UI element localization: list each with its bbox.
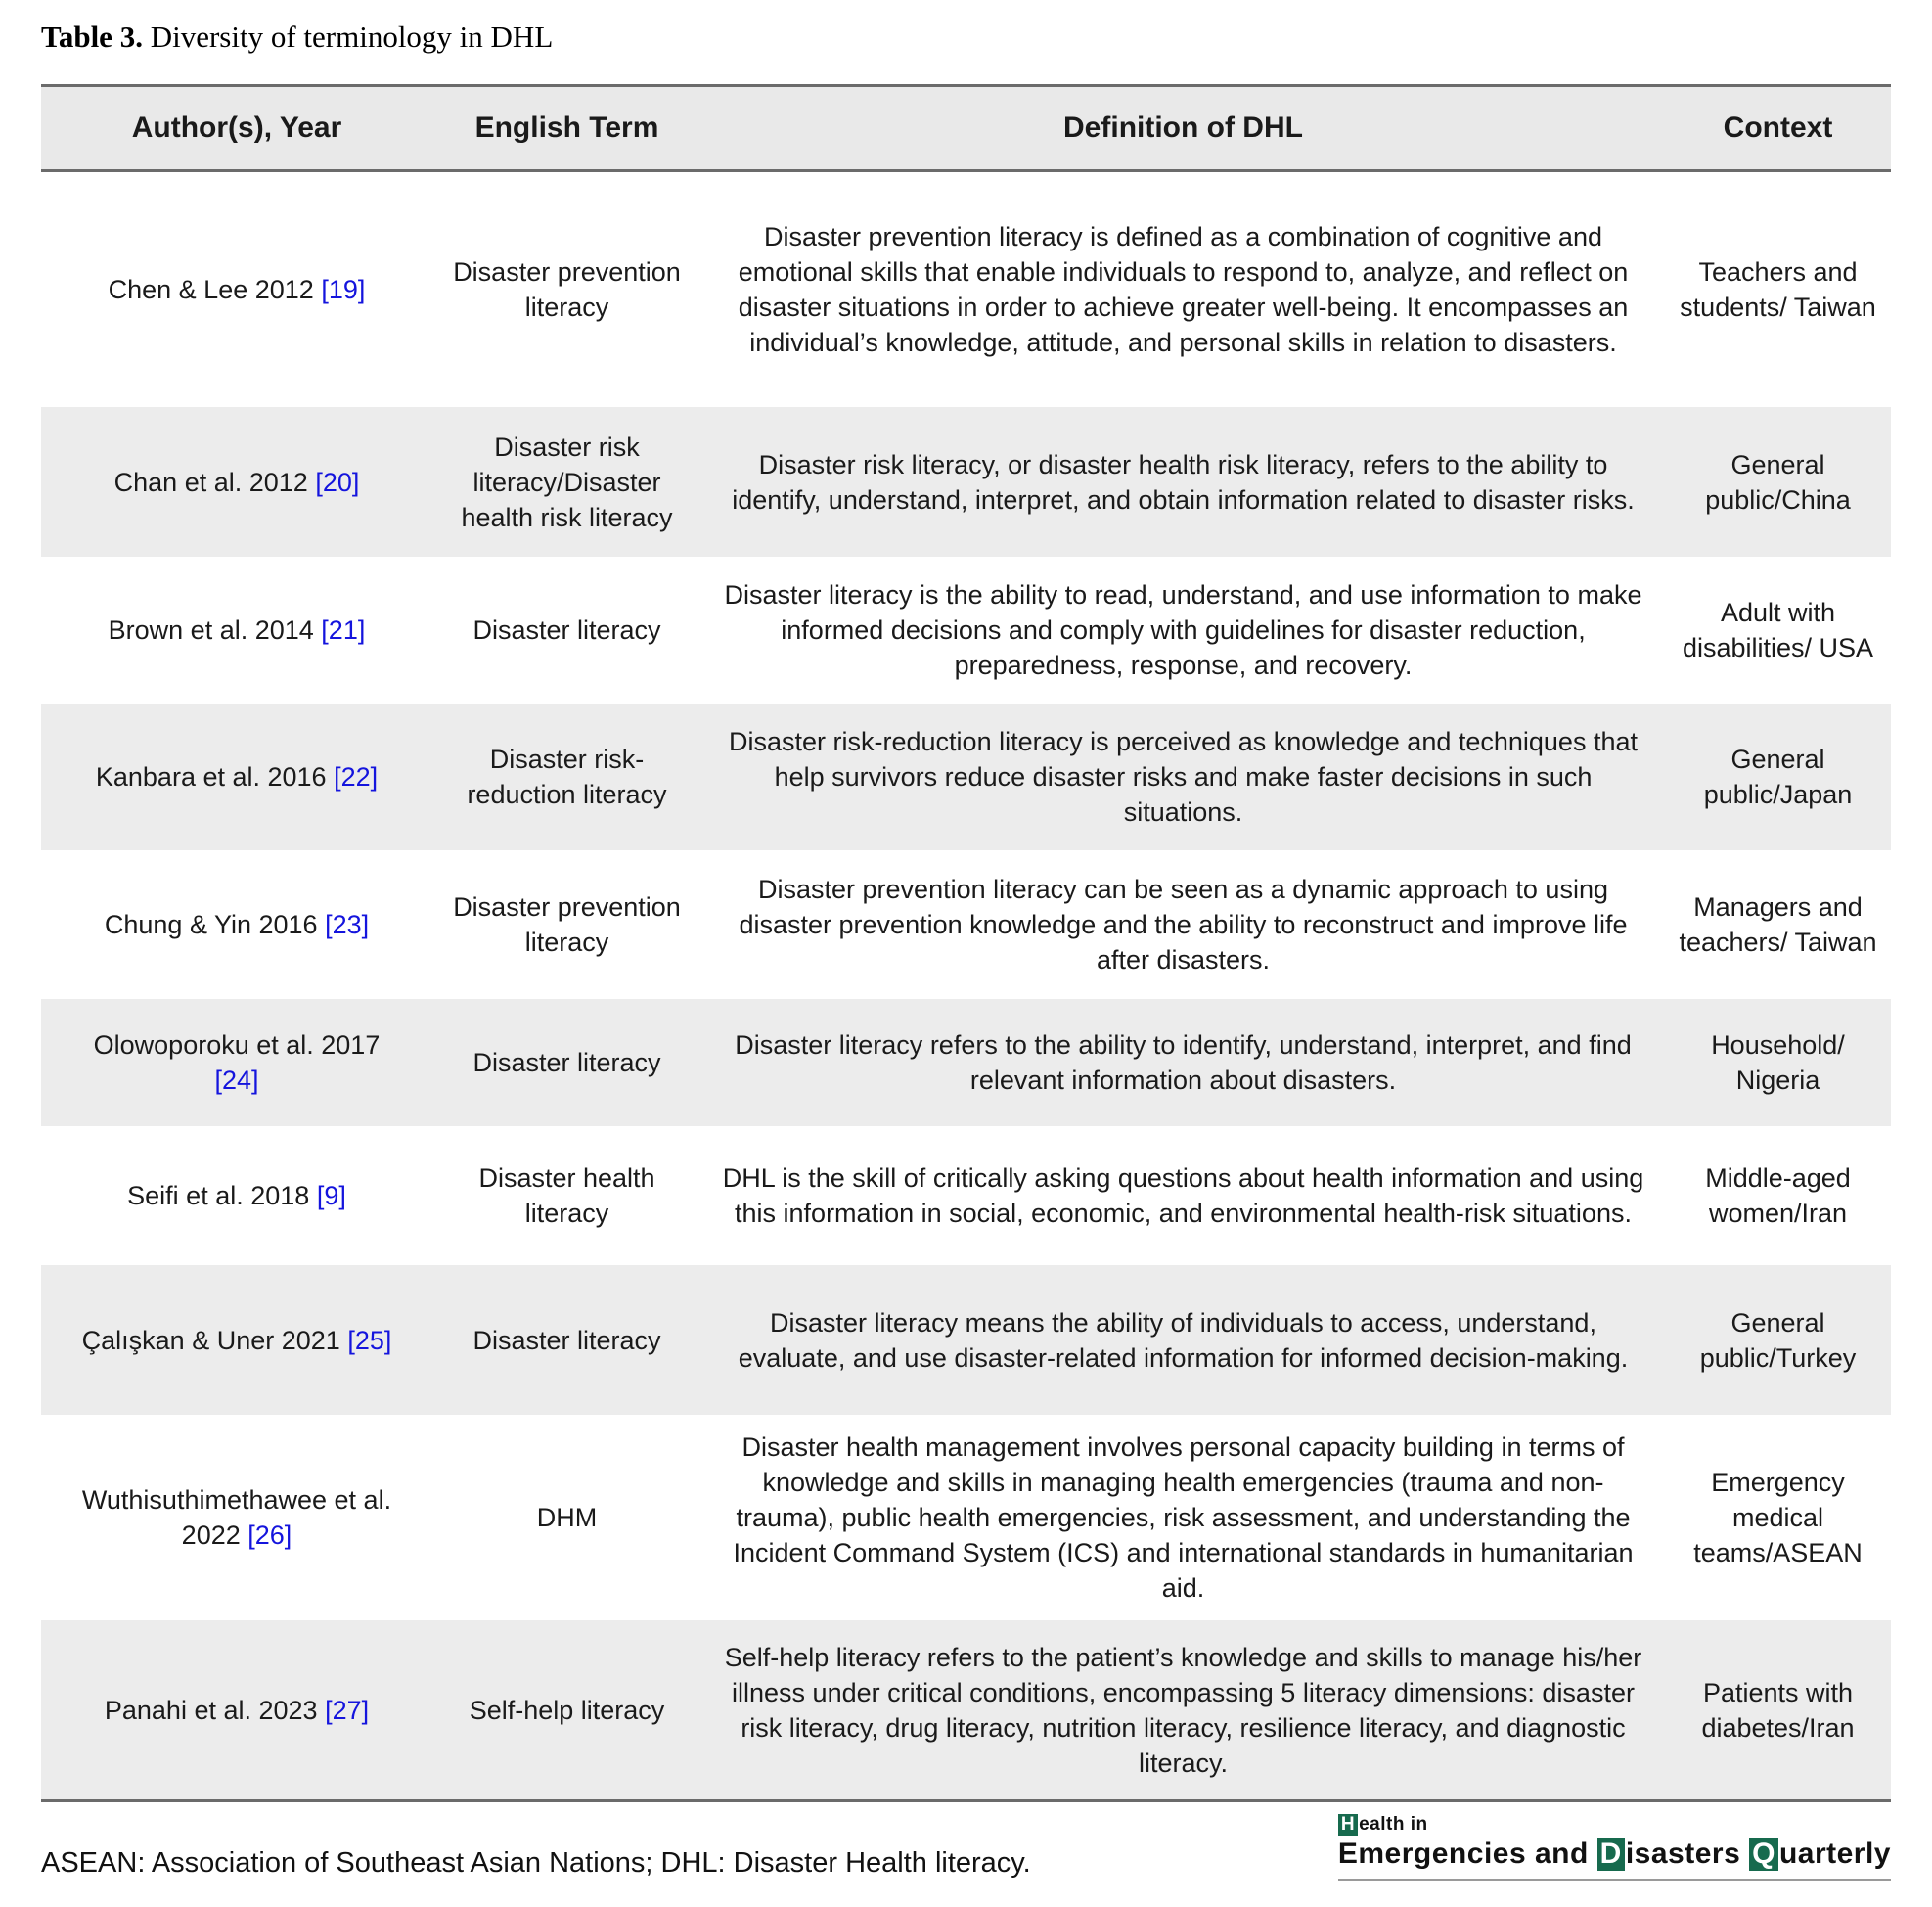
context-cell: Emergency medical teams/ASEAN <box>1693 1468 1863 1567</box>
definition-cell: Self-help literacy refers to the patient’s knowledge and skills to manage his/her illness under critical conditions, encompassing 5 literacy dimensions: disaster risk literacy, drug literacy, nutrition literacy, resilience literacy, and diagnostic literacy. <box>724 1642 1642 1778</box>
author-cell <box>41 172 432 407</box>
citation-ref[interactable]: [19] <box>321 275 366 304</box>
column-header-definition: Definition of DHL <box>1063 112 1303 144</box>
table-row <box>41 1620 1891 1799</box>
author-text: Brown et al. 2014 <box>108 615 314 645</box>
column-header-term: English Term <box>474 112 659 144</box>
definition-cell: Disaster literacy refers to the ability to identify, understand, interpret, and find relevant information about disasters. <box>735 1030 1632 1095</box>
table-row <box>41 850 1891 999</box>
context-cell: General public/China <box>1705 449 1851 515</box>
author-text: Chung & Yin 2016 <box>104 910 318 939</box>
table-number: Table 3. <box>41 20 143 54</box>
table-row <box>41 1265 1891 1415</box>
term-cell: Disaster risk literacy/Disaster health risk literacy <box>461 431 673 532</box>
author-cell <box>41 999 432 1126</box>
term-cell: Disaster prevention literacy <box>453 257 681 322</box>
author-text: Wuthisuthimethawee et al. 2022 <box>81 1485 392 1550</box>
author-text: Chen & Lee 2012 <box>108 275 314 304</box>
context-cell: Household/ Nigeria <box>1711 1030 1845 1095</box>
column-header-context: Context <box>1723 112 1833 144</box>
author-cell <box>41 407 432 557</box>
logo-letter-box-d: D <box>1597 1838 1625 1871</box>
table-header-row <box>41 84 1891 172</box>
definition-cell: Disaster literacy means the ability of individuals to access, understand, evaluate, and use disaster-related information for informed decision-making. <box>738 1307 1629 1373</box>
author-cell <box>41 1620 432 1799</box>
table-row <box>41 999 1891 1126</box>
context-cell: Adult with disabilities/ USA <box>1682 598 1874 662</box>
author-text: Panahi et al. 2023 <box>104 1695 318 1725</box>
definition-cell: DHL is the skill of critically asking questions about health information and using this information in social, economic, and environmental health-risk situations. <box>722 1163 1644 1228</box>
journal-logo-line2 <box>1338 1838 1891 1871</box>
citation-ref[interactable]: [24] <box>214 1066 259 1095</box>
author-cell <box>41 1126 432 1265</box>
author-text: Chan et al. 2012 <box>113 467 308 497</box>
citation-ref[interactable]: [25] <box>347 1325 392 1355</box>
logo-letter-box-q: Q <box>1749 1838 1778 1871</box>
table-row <box>41 172 1891 407</box>
logo-text: ealth in <box>1359 1814 1428 1835</box>
terminology-table <box>41 84 1891 1802</box>
definition-cell: Disaster risk literacy, or disaster health risk literacy, refers to the ability to identify, understand, interpret, and obtain information related to disaster risks. <box>732 449 1635 515</box>
term-cell: Disaster risk-reduction literacy <box>467 745 667 809</box>
table-row <box>41 704 1891 850</box>
author-text: Çalışkan & Uner 2021 <box>81 1325 340 1355</box>
term-cell: DHM <box>536 1503 598 1532</box>
context-cell: Managers and teachers/ Taiwan <box>1679 892 1877 957</box>
citation-ref[interactable]: [21] <box>321 615 366 645</box>
definition-cell: Disaster literacy is the ability to read, understand, and use information to make informed decisions and comply with guidelines for disaster reduction, preparedness, response, and recovery. <box>724 580 1642 680</box>
term-cell: Disaster health literacy <box>478 1163 655 1228</box>
term-cell: Disaster literacy <box>472 1048 661 1077</box>
table-row <box>41 557 1891 704</box>
citation-ref[interactable]: [20] <box>315 467 360 497</box>
journal-logo-line1 <box>1338 1814 1891 1836</box>
citation-ref[interactable]: [27] <box>325 1695 370 1725</box>
journal-logo <box>1338 1810 1891 1881</box>
definition-cell: Disaster risk-reduction literacy is perceived as knowledge and techniques that help survivors reduce disaster risks and make faster decisions in such situations. <box>729 727 1638 827</box>
table-row <box>41 407 1891 557</box>
column-header-author: Author(s), Year <box>131 112 342 144</box>
author-cell <box>41 704 432 850</box>
table-caption: Diversity of terminology in DHL <box>150 20 554 54</box>
logo-letter-box-h: H <box>1338 1814 1358 1836</box>
logo-text: uarterly <box>1778 1838 1891 1870</box>
table-row <box>41 1415 1891 1620</box>
table-footnote: ASEAN: Association of Southeast Asian Nations; DHL: Disaster Health literacy. <box>41 1847 1031 1879</box>
definition-cell: Disaster health management involves personal capacity building in terms of knowledge and skills in managing health emergencies (trauma and non-trauma), public health emergencies, risk assessment, and understanding the Incident Command System (ICS) and international standards in humanitarian aid. <box>733 1432 1634 1603</box>
term-cell: Self-help literacy <box>469 1695 665 1725</box>
author-cell <box>41 557 432 704</box>
citation-ref[interactable]: [22] <box>334 762 379 792</box>
author-text: Olowoporoku et al. 2017 <box>93 1030 381 1060</box>
author-cell <box>41 1265 432 1415</box>
citation-ref[interactable]: [23] <box>325 910 370 939</box>
definition-cell: Disaster prevention literacy can be seen as a dynamic approach to using disaster prevention knowledge and the ability to reconstruct and improve life after disasters. <box>739 875 1628 975</box>
context-cell: Patients with diabetes/Iran <box>1701 1677 1855 1743</box>
author-text: Kanbara et al. 2016 <box>95 762 327 792</box>
table-body <box>41 172 1891 1802</box>
logo-text: Emergencies and <box>1337 1838 1597 1870</box>
author-cell <box>41 1415 432 1620</box>
context-cell: General public/Japan <box>1703 745 1853 809</box>
term-cell: Disaster literacy <box>472 1325 661 1355</box>
context-cell: Teachers and students/ Taiwan <box>1680 257 1876 322</box>
table-row <box>41 1126 1891 1265</box>
definition-cell: Disaster prevention literacy is defined as a combination of cognitive and emotional skills that enable individuals to respond to, analyze, and reflect on disaster situations in order to achieve greater well-being. It encompasses an individual’s knowledge, attitude, and personal skills in relation to disasters. <box>738 222 1629 357</box>
context-cell: Middle-aged women/Iran <box>1705 1163 1851 1228</box>
author-cell <box>41 850 432 999</box>
term-cell: Disaster prevention literacy <box>453 892 681 957</box>
table-footer <box>41 1810 1891 1881</box>
citation-ref[interactable]: [26] <box>247 1521 292 1550</box>
context-cell: General public/Turkey <box>1699 1307 1857 1373</box>
citation-ref[interactable]: [9] <box>316 1181 346 1210</box>
logo-text: isasters <box>1625 1838 1750 1870</box>
term-cell: Disaster literacy <box>472 615 661 645</box>
author-text: Seifi et al. 2018 <box>127 1181 310 1210</box>
table-title <box>41 20 1891 55</box>
